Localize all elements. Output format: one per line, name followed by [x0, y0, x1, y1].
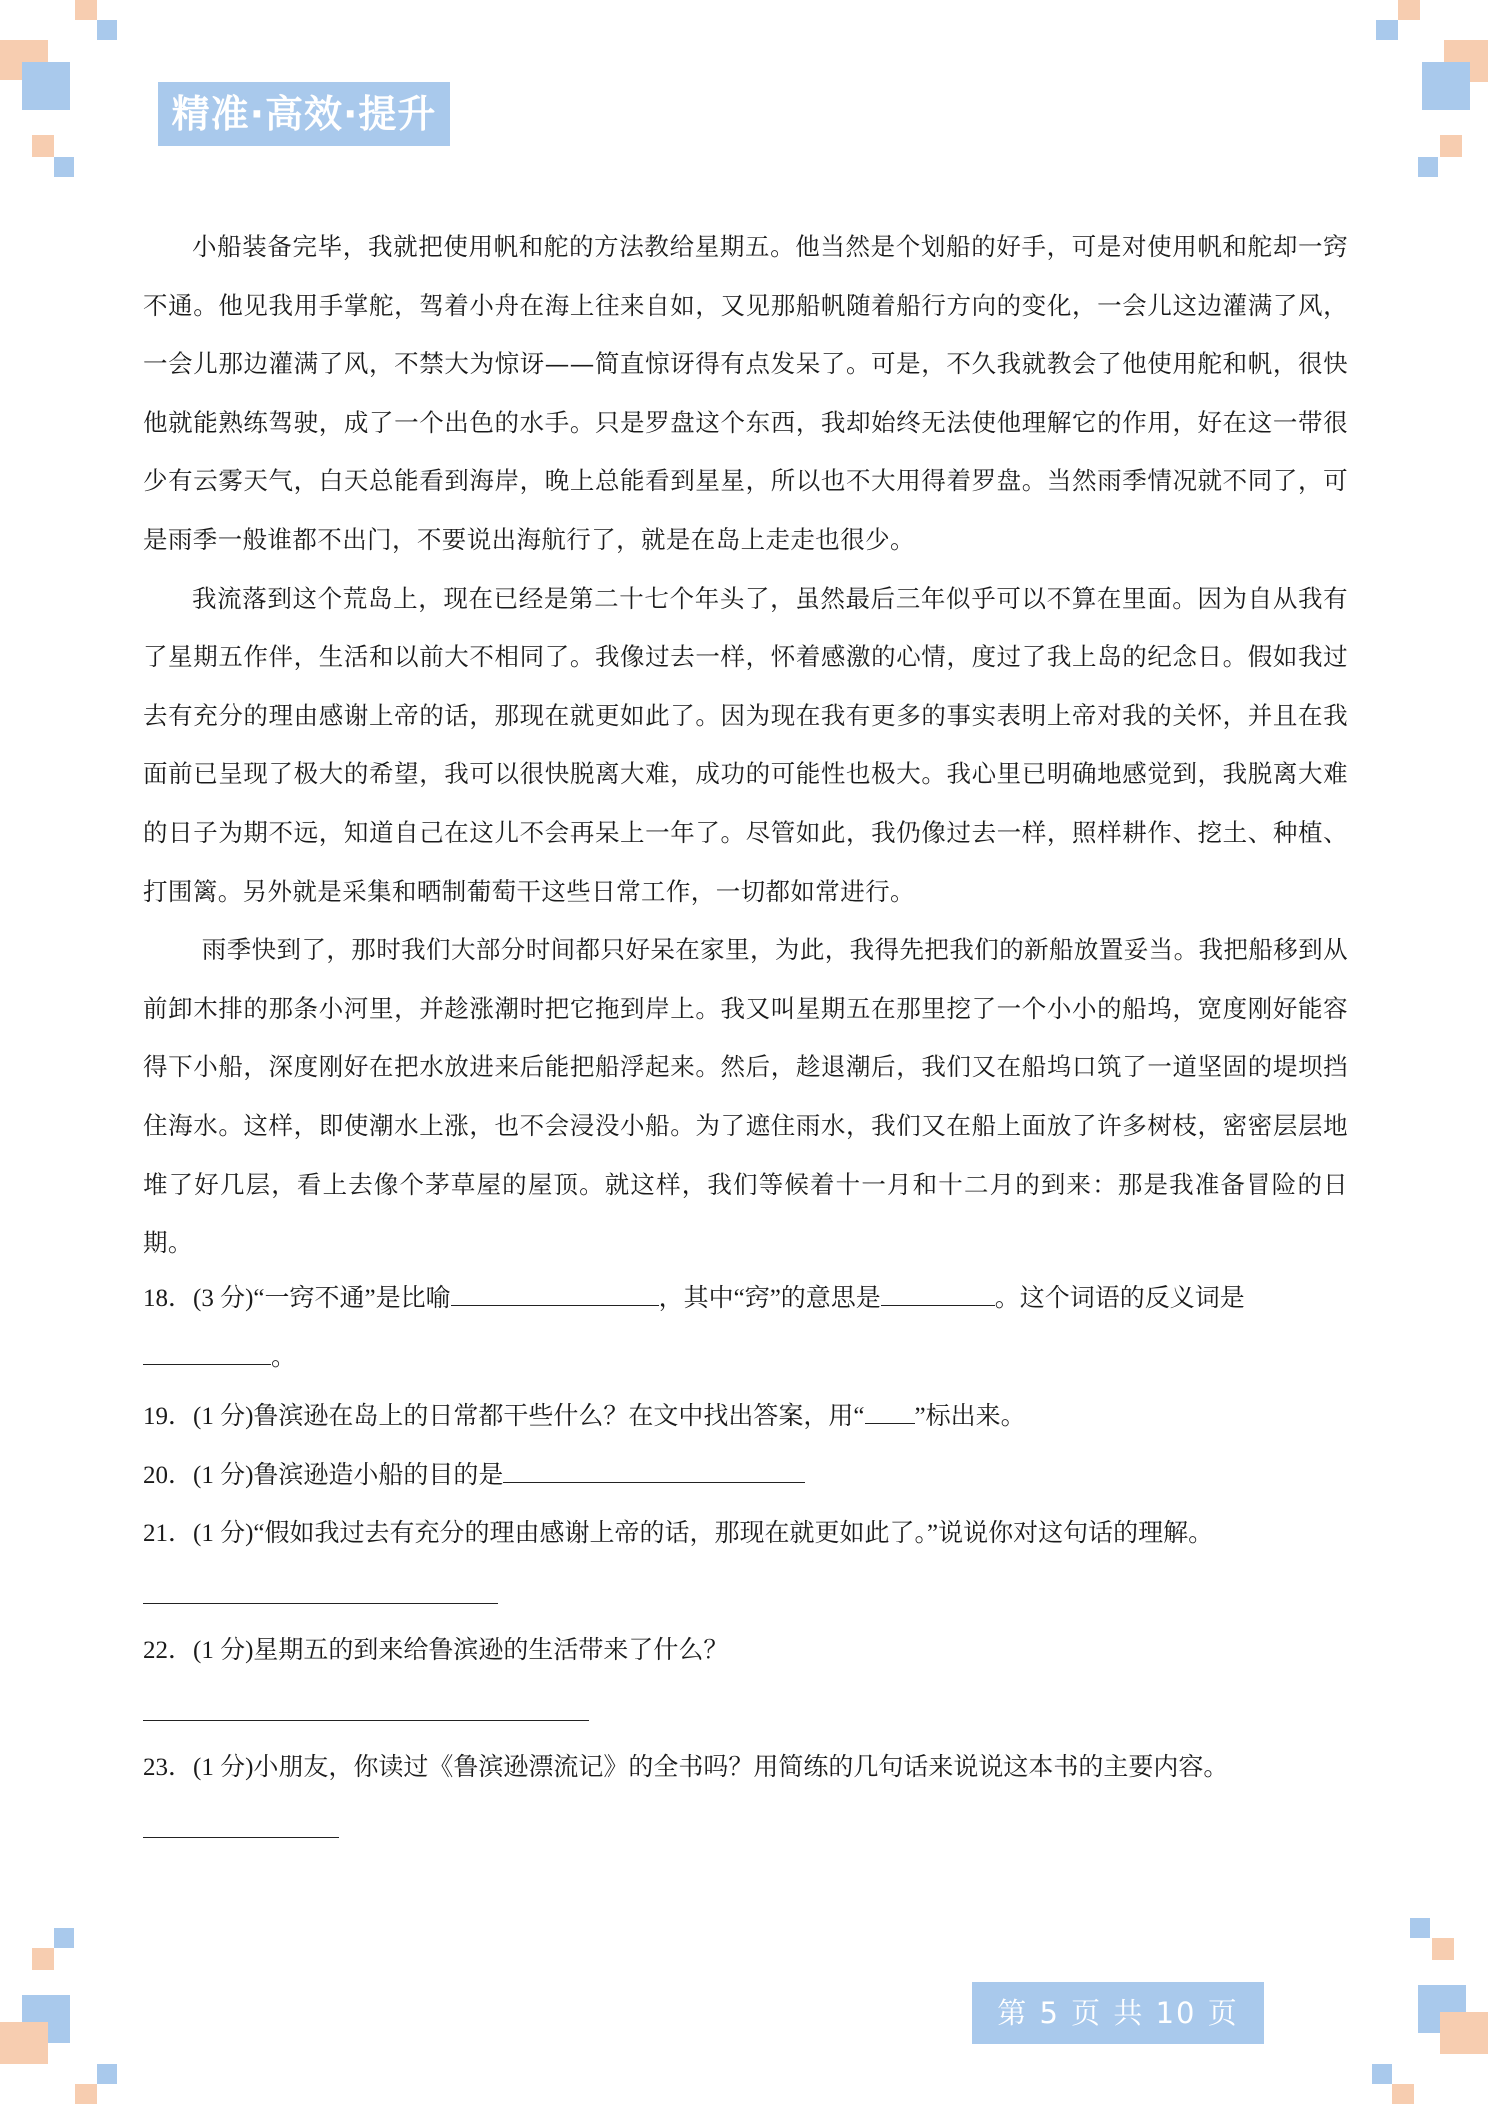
decor-square	[1410, 1918, 1430, 1938]
answer-blank[interactable]	[503, 1460, 805, 1483]
header-badge: 精准·高效·提升	[158, 82, 450, 146]
passage-paragraph: 小船装备完毕，我就把使用帆和舵的方法教给星期五。他当然是个划船的好手，可是对使用帆和舵却一窍不通。他见我用手掌舵，驾着小舟在海上往来自如，又见那船帆随着船行方向的变化，一会儿这边灌满了风，一会儿那边灌满了风，不禁大为惊讶——简直惊讶得有点发呆了。可是，不久我就教会了他使用舵和帆，很快他就能熟练驾驶，成了一个出色的水手。只是罗盘这个东西，我却始终无法使他理解它的作用，好在这一带很少有云雾天气，白天总能看到海岸，晚上总能看到星星，所以也不大用得着罗盘。当然雨季情况就不同了，可是雨季一般谁都不出门，不要说出海航行了，就是在岛上走走也很少。	[143, 232, 1348, 554]
decor-square	[32, 135, 54, 157]
answer-blank[interactable]	[451, 1283, 659, 1306]
question-text: 22．(1 分)星期五的到来给鲁滨逊的生活带来了什么？	[143, 1637, 729, 1664]
answer-line[interactable]	[143, 1603, 498, 1604]
answer-blank[interactable]	[143, 1342, 271, 1365]
question-text: 23．(1 分)小朋友，你读过《鲁滨逊漂流记》的全书吗？用简练的几句话来说说这本书的主要内容。	[143, 1754, 1229, 1781]
decor-square	[75, 2084, 97, 2104]
question-20	[143, 1455, 805, 1491]
question-text: 18．(3 分)“一窍不通”是比喻	[143, 1285, 451, 1312]
decor-square	[1422, 62, 1470, 110]
question-18-continued	[143, 1337, 296, 1373]
question-21	[143, 1513, 1213, 1549]
question-text: 。	[271, 1344, 297, 1371]
decor-square	[75, 0, 97, 20]
question-text: 20．(1 分)鲁滨逊造小船的目的是	[143, 1462, 504, 1489]
passage-paragraph: 雨季快到了，那时我们大部分时间都只好呆在家里，为此，我得先把我们的新船放置妥当。我把船移到从前卸木排的那条小河里，并趁涨潮时把它拖到岸上。我又叫星期五在那里挖了一个小小的船坞，宽度刚好能容得下小船，深度刚好在把水放进来后能把船浮起来。然后，趁退潮后，我们又在船坞口筑了一道坚固的堤坝挡住海水。这样，即使潮水上涨，也不会浸没小船。为了遮住雨水，我们又在船上面放了许多树枝，密密层层地堆了好几层，看上去像个茅草屋的屋顶。就这样，我们等候着十一月和十二月的到来：那是我准备冒险的日期。	[143, 935, 1348, 1258]
question-22	[143, 1630, 728, 1666]
decor-square	[1418, 157, 1438, 177]
question-18	[143, 1278, 1245, 1314]
answer-line[interactable]	[143, 1720, 589, 1721]
answer-blank[interactable]	[881, 1283, 995, 1306]
question-text: 19．(1 分)鲁滨逊在岛上的日常都干些什么？在文中找出答案，用“	[143, 1403, 865, 1430]
decor-square	[1376, 20, 1398, 40]
decor-square	[32, 1948, 54, 1970]
decor-square	[1392, 2084, 1414, 2104]
decor-square	[97, 20, 117, 40]
question-23	[143, 1747, 1228, 1783]
decor-square	[97, 2064, 117, 2084]
question-text: 。这个词语的反义词是	[994, 1285, 1245, 1312]
decor-square	[22, 62, 70, 110]
decor-square	[1440, 2012, 1488, 2054]
decor-square	[1398, 0, 1420, 20]
question-19	[143, 1396, 1026, 1432]
reading-passage	[143, 218, 1348, 1273]
decor-square	[1440, 135, 1462, 157]
decor-square	[0, 2022, 48, 2064]
passage-paragraph: 我流落到这个荒岛上，现在已经是第二十七个年头了，虽然最后三年似乎可以不算在里面。因为自从我有了星期五作伴，生活和以前大不相同了。我像过去一样，怀着感激的心情，度过了我上岛的纪念日。假如我过去有充分的理由感谢上帝的话，那现在就更如此了。因为现在我有更多的事实表明上帝对我的关怀，并且在我面前已呈现了极大的希望，我可以很快脱离大难，成功的可能性也极大。我心里已明确地感觉到，我脱离大难的日子为期不远，知道自己在这儿不会再呆上一年了。尽管如此，我仍像过去一样，照样耕作、挖土、种植、打围篱。另外就是采集和晒制葡萄干这些日常工作，一切都如常进行。	[143, 583, 1348, 906]
decor-square	[1372, 2064, 1392, 2084]
question-text: 21．(1 分)“假如我过去有充分的理由感谢上帝的话，那现在就更如此了。”说说你对这句话的理解。	[143, 1520, 1214, 1547]
decor-square	[1432, 1938, 1454, 1960]
answer-line[interactable]	[143, 1837, 339, 1838]
page-number-badge: 第 5 页 共 10 页	[972, 1982, 1264, 2044]
question-text: ，其中“窍”的意思是	[658, 1285, 881, 1312]
question-text: ”标出来。	[914, 1403, 1026, 1430]
underline-mark	[865, 1401, 915, 1424]
decor-square	[54, 157, 74, 177]
decor-square	[54, 1928, 74, 1948]
